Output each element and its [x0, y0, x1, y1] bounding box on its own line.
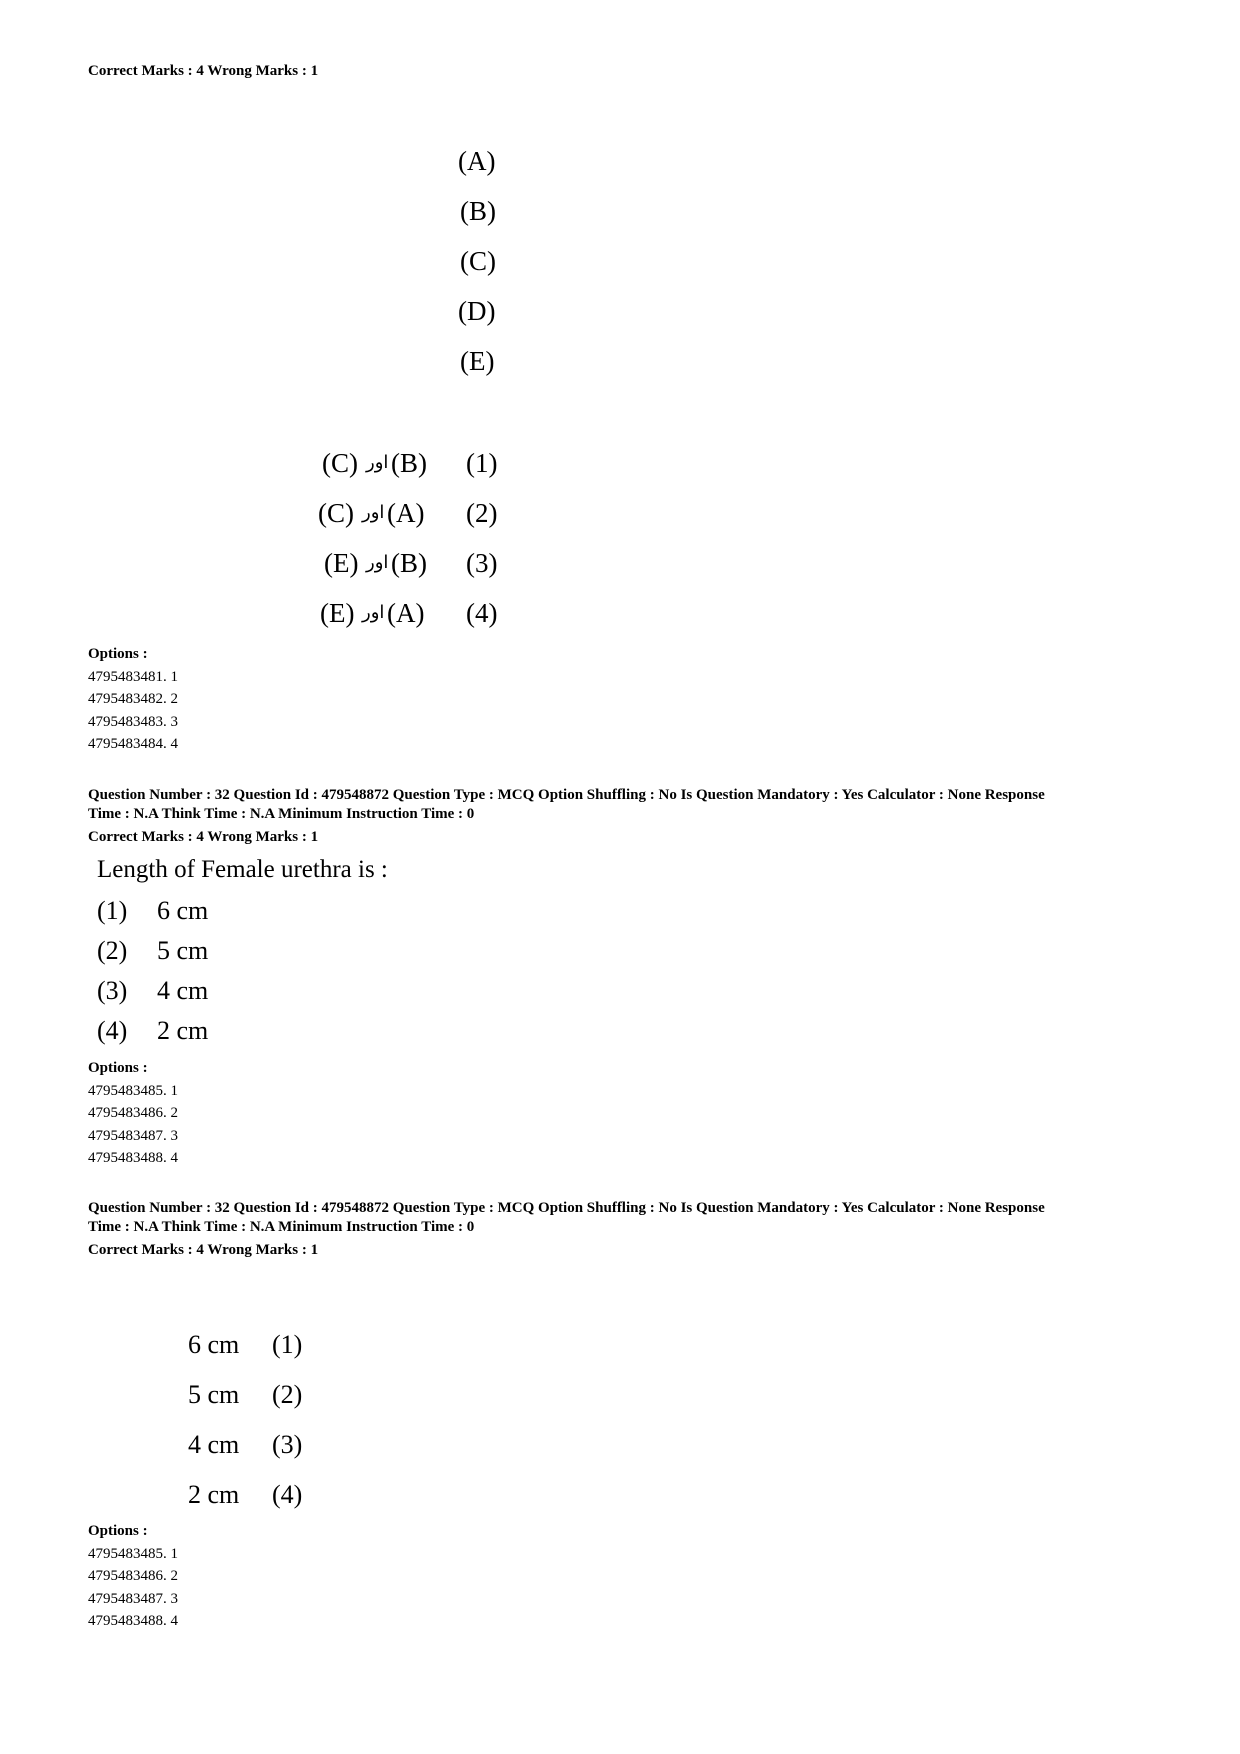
q31-choice-2-second: (A)	[387, 498, 425, 528]
q32-en-choice-3-num: (3)	[97, 976, 128, 1005]
q32-ur-choice-1-num: (1)	[272, 1330, 303, 1359]
q31-choice-1-second: (B)	[391, 448, 427, 478]
q32-en-question-text: Length of Female urethra is :	[97, 856, 388, 883]
q32-ur-options	[88, 1520, 178, 1633]
q31-choice-2-first: (C)	[318, 498, 354, 528]
q31-choice-3-first: (E)	[324, 548, 359, 578]
option-row: 4795483485. 1	[88, 1545, 178, 1562]
q31-choice-4-first: (E)	[320, 598, 355, 628]
q31-choice-1-first: (C)	[322, 448, 358, 478]
q31-item-c-label: (C)	[460, 246, 496, 276]
option-row: 4795483483. 3	[88, 713, 178, 730]
options-header: Options :	[88, 646, 148, 662]
q31-choice-3-conj: اور	[366, 552, 389, 573]
q32-en-choice-1-num: (1)	[97, 896, 128, 925]
option-row: 4795483482. 2	[88, 691, 178, 707]
option-row: 4795483488. 4	[88, 1613, 178, 1629]
q31-choice-3-second: (B)	[391, 548, 427, 578]
marks-line: Correct Marks : 4 Wrong Marks : 1	[88, 1242, 319, 1258]
q32-ur-choice-2-text: 5 cm	[188, 1380, 240, 1409]
q32-ur-choice-4-num: (4)	[272, 1480, 303, 1509]
question-info-line-1: Question Number : 32 Question Id : 479548872 Question Type : MCQ Option Shuffling : No Is Question Mandatory : Yes Calculator : None Response	[88, 787, 1045, 803]
q32-en-choice-3-text: 4 cm	[157, 976, 209, 1005]
marks-line: Correct Marks : 4 Wrong Marks : 1	[88, 829, 319, 845]
q32-en-header	[88, 786, 1045, 847]
q31-choice-4-num: (4)	[466, 598, 498, 628]
q32-en-choice-1-text: 6 cm	[157, 896, 209, 925]
option-row: 4795483487. 3	[88, 1127, 178, 1144]
question-info-line-2: Time : N.A Think Time : N.A Minimum Instruction Time : 0	[88, 1219, 475, 1235]
option-row: 4795483484. 4	[88, 736, 178, 752]
q32-ur-choice-3-num: (3)	[272, 1430, 303, 1459]
q32-en-choice-2-text: 5 cm	[157, 936, 209, 965]
question-info-line-1: Question Number : 32 Question Id : 479548872 Question Type : MCQ Option Shuffling : No Is Question Mandatory : Yes Calculator : None Response	[88, 1200, 1045, 1216]
q32-ur-choice-3-text: 4 cm	[188, 1430, 240, 1459]
q31-item-d-label: (D)	[458, 296, 496, 326]
q31-marks: Correct Marks : 4 Wrong Marks : 1	[88, 63, 319, 79]
q31-choice-2-num: (2)	[466, 498, 498, 528]
q32-ur-choice-2-num: (2)	[272, 1380, 303, 1409]
q31-choice-1-conj: اور	[366, 452, 389, 473]
q31-choice-3-num: (3)	[466, 548, 498, 578]
options-header: Options :	[88, 1060, 148, 1076]
q31-choice-4-conj: اور	[362, 602, 385, 623]
q31-choice-1-num: (1)	[466, 448, 498, 478]
option-row: 4795483486. 2	[88, 1568, 178, 1584]
q31-options	[88, 643, 178, 756]
q31-choice-4-second: (A)	[387, 598, 425, 628]
option-row: 4795483481. 1	[88, 668, 178, 685]
option-row: 4795483488. 4	[88, 1150, 178, 1166]
q32-en-choice-2-num: (2)	[97, 936, 128, 965]
q32-en-choice-4-text: 2 cm	[157, 1016, 209, 1045]
q32-ur-choice-1-text: 6 cm	[188, 1330, 240, 1359]
q32-ur-header	[88, 1199, 1045, 1260]
q31-item-b-label: (B)	[460, 196, 496, 226]
option-row: 4795483486. 2	[88, 1105, 178, 1121]
q31-choice-2-conj: اور	[362, 502, 385, 523]
option-row: 4795483487. 3	[88, 1590, 178, 1607]
option-row: 4795483485. 1	[88, 1082, 178, 1099]
q31-item-e-label: (E)	[460, 346, 495, 376]
options-header: Options :	[88, 1523, 148, 1539]
q31-item-a-label: (A)	[458, 146, 496, 176]
q32-en-choice-4-num: (4)	[97, 1016, 128, 1045]
question-info-line-2: Time : N.A Think Time : N.A Minimum Instruction Time : 0	[88, 806, 475, 822]
q32-ur-choice-4-text: 2 cm	[188, 1480, 240, 1509]
q32-en-options	[88, 1057, 178, 1170]
